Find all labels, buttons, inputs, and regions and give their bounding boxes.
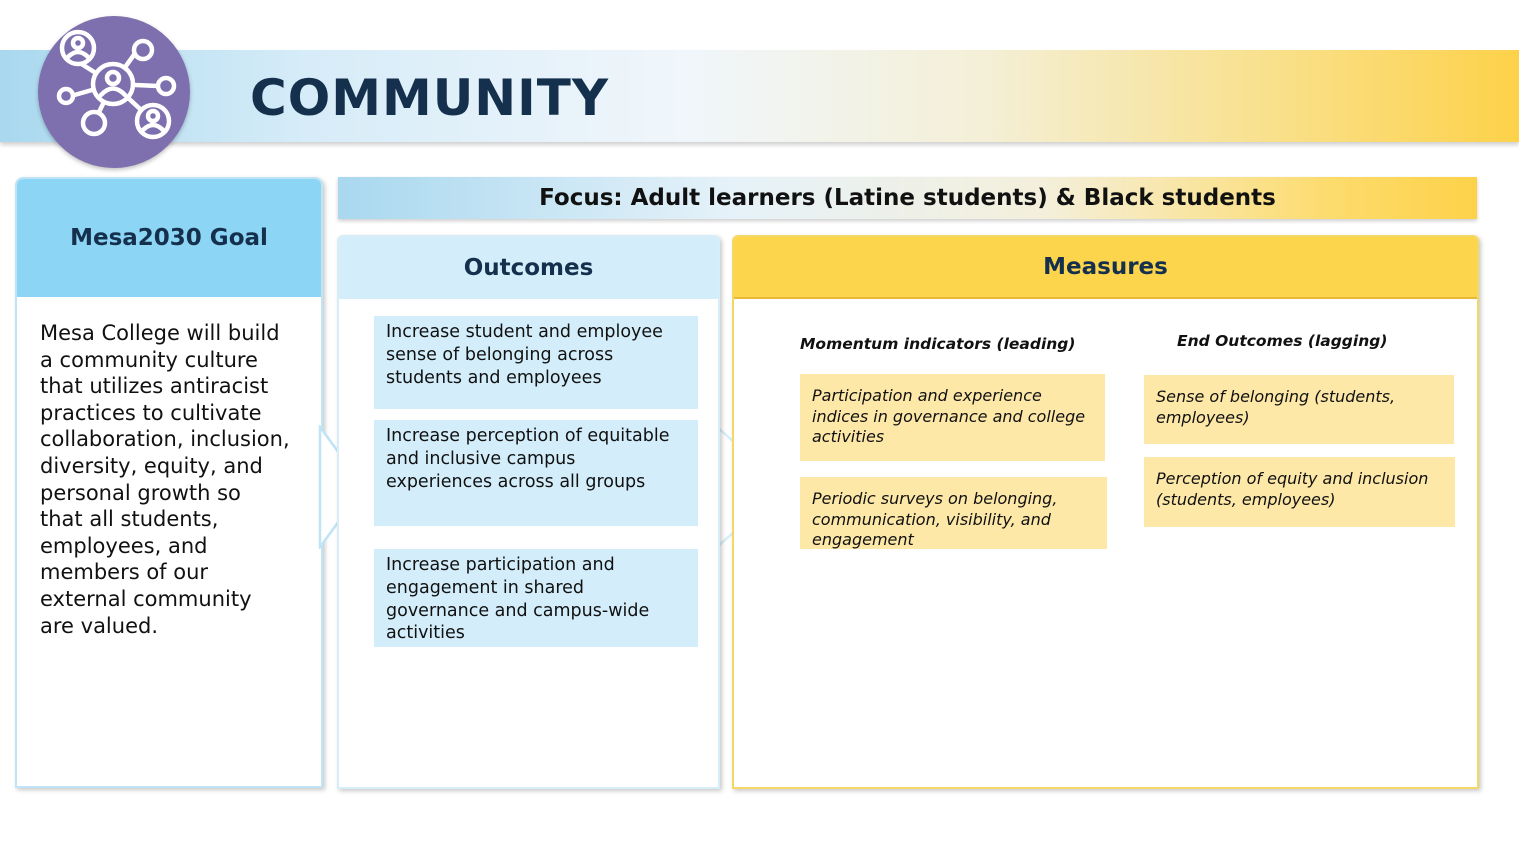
goal-statement: Mesa College will build a community culture that utilizes antiracist practices to cultivate collaboration, inclusion, diversity, equity, and personal growth so that all students, employees, and members of our external community are valued. (40, 321, 290, 638)
goal-heading: Mesa2030 Goal (17, 179, 321, 297)
leading-measure-item: Periodic surveys on belonging, communication, visibility, and engagement (800, 477, 1107, 549)
goal-panel (15, 177, 323, 788)
outcomes-panel (337, 235, 720, 789)
outcome-item: Increase student and employee sense of belonging across students and employees (374, 316, 698, 409)
title-banner (0, 50, 1519, 142)
leading-indicators-heading: Momentum indicators (leading) (800, 335, 1076, 353)
community-network-icon (38, 16, 190, 168)
outcome-item: Increase participation and engagement in shared governance and campus-wide activities (374, 549, 698, 647)
page-title: COMMUNITY (250, 69, 610, 127)
leading-measure-item: Participation and experience indices in governance and college activities (800, 374, 1105, 461)
outcome-item: Increase perception of equitable and inclusive campus experiences across all groups (374, 420, 698, 526)
lagging-measure-item: Sense of belonging (students, employees) (1144, 375, 1454, 444)
measures-heading: Measures (734, 237, 1477, 299)
measures-panel (732, 235, 1479, 789)
lagging-outcomes-heading: End Outcomes (lagging) (1177, 332, 1388, 350)
lagging-measure-item: Perception of equity and inclusion (students, employees) (1144, 457, 1455, 527)
outcomes-heading: Outcomes (339, 237, 718, 299)
focus-banner: Focus: Adult learners (Latine students) & Black students (338, 177, 1477, 219)
